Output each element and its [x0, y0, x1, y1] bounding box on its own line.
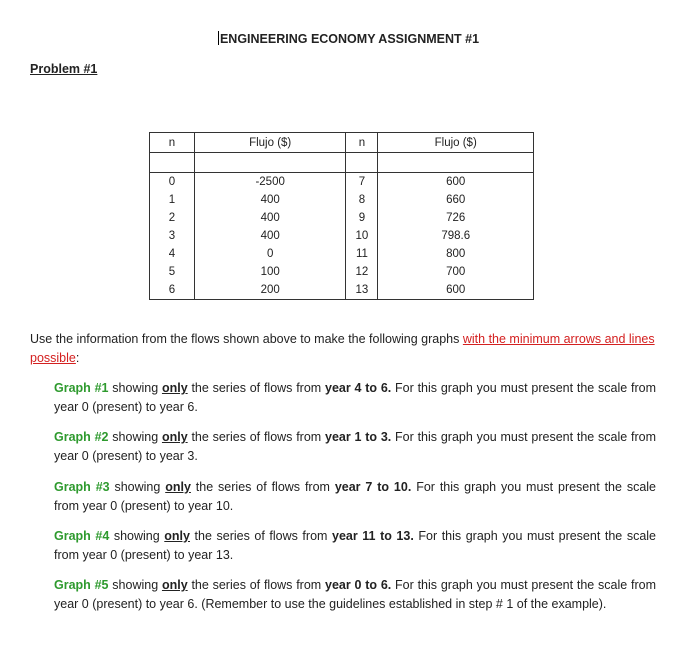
cell-flow-left: 200 [194, 281, 346, 300]
problem-heading: Problem #1 [30, 62, 98, 76]
graph-4-instruction: Graph #4 showing only the series of flows from year 11 to 13. For this graph you must present the scale from year 0 (present) to year 13. [54, 529, 656, 562]
cell-n-left: 1 [150, 191, 195, 209]
cell-flow-right: 660 [378, 191, 534, 209]
cell-n-left: 4 [150, 245, 195, 263]
cell-n-right: 9 [346, 209, 378, 227]
only-emphasis: only [165, 480, 191, 494]
table-header-row [150, 133, 534, 153]
cell-flow-left: 100 [194, 263, 346, 281]
header-n-right: n [346, 133, 378, 153]
table-row [150, 191, 534, 209]
cell-n-right: 13 [346, 281, 378, 300]
year-range: year 1 to 3. [325, 430, 392, 444]
table-row [150, 227, 534, 245]
graph-1-instruction: Graph #1 showing only the series of flows from year 4 to 6. For this graph you must present the scale from year 0 (present) to year 6. [54, 381, 657, 414]
cell-n-right: 11 [346, 245, 378, 263]
cell-flow-left: 0 [194, 245, 346, 263]
cell-n-left: 3 [150, 227, 195, 245]
table-blank-row [150, 153, 534, 173]
flows-table [149, 132, 534, 300]
graph-3-instruction: Graph #3 showing only the series of flows from year 7 to 10. For this graph you must present the scale from year 0 (present) to year 10. [54, 480, 657, 513]
instructions-paragraph [30, 330, 660, 368]
cell-flow-left: 400 [194, 209, 346, 227]
table-row [150, 263, 534, 281]
cell-flow-left: 400 [194, 227, 346, 245]
cell-n-right: 12 [346, 263, 378, 281]
header-n-left: n [150, 133, 195, 153]
document-title [0, 31, 697, 46]
cell-flow-right: 600 [378, 173, 534, 192]
cell-n-right: 7 [346, 173, 378, 192]
only-emphasis: only [161, 381, 188, 395]
year-range: year 7 to 10. [334, 480, 412, 494]
only-emphasis: only [161, 578, 188, 592]
cell-n-left: 2 [150, 209, 195, 227]
graph-label: Graph #3 [54, 480, 110, 494]
cell-flow-right: 798.6 [378, 227, 534, 245]
header-flow-right: Flujo ($) [378, 133, 534, 153]
year-range: year 0 to 6. [325, 578, 392, 592]
cell-flow-right: 600 [378, 281, 534, 300]
table-row [150, 281, 534, 300]
cell-flow-left: -2500 [194, 173, 346, 192]
graph-label: Graph #2 [54, 430, 109, 444]
instructions-text: Use the information from the flows shown above to make the following graphs [30, 332, 463, 346]
graph-label: Graph #1 [54, 381, 109, 395]
only-emphasis: only [161, 430, 188, 444]
cell-flow-right: 700 [378, 263, 534, 281]
table-body [150, 173, 534, 300]
table-row [150, 173, 534, 192]
cell-flow-left: 400 [194, 191, 346, 209]
header-flow-left: Flujo ($) [194, 133, 346, 153]
only-emphasis: only [164, 529, 190, 543]
cell-n-left: 0 [150, 173, 195, 192]
cell-n-right: 10 [346, 227, 378, 245]
graph-2-instruction: Graph #2 showing only the series of flows from year 1 to 3. For this graph you must present the scale from year 0 (present) to year 3. [54, 430, 657, 463]
cell-n-right: 8 [346, 191, 378, 209]
year-range: year 11 to 13. [332, 529, 414, 543]
graph-label: Graph #5 [54, 578, 109, 592]
text-cursor [218, 31, 219, 45]
cell-n-left: 6 [150, 281, 195, 300]
instructions-suffix: : [75, 351, 80, 365]
document-title-text: ENGINEERING ECONOMY ASSIGNMENT #1 [219, 32, 480, 46]
cell-flow-right: 726 [378, 209, 534, 227]
year-range: year 4 to 6. [325, 381, 392, 395]
cell-flow-right: 800 [378, 245, 534, 263]
minimum-arrows-note: with the minimum arrows and lines possible [30, 332, 655, 365]
cell-n-left: 5 [150, 263, 195, 281]
graph-5-instruction: Graph #5 showing only the series of flows from year 0 to 6. For this graph you must present the scale from year 0 (present) to year 6. (Remember to use the guidelines established in step # 1 of the example). [54, 578, 657, 611]
table-row [150, 245, 534, 263]
graph-label: Graph #4 [54, 529, 110, 543]
table-row [150, 209, 534, 227]
